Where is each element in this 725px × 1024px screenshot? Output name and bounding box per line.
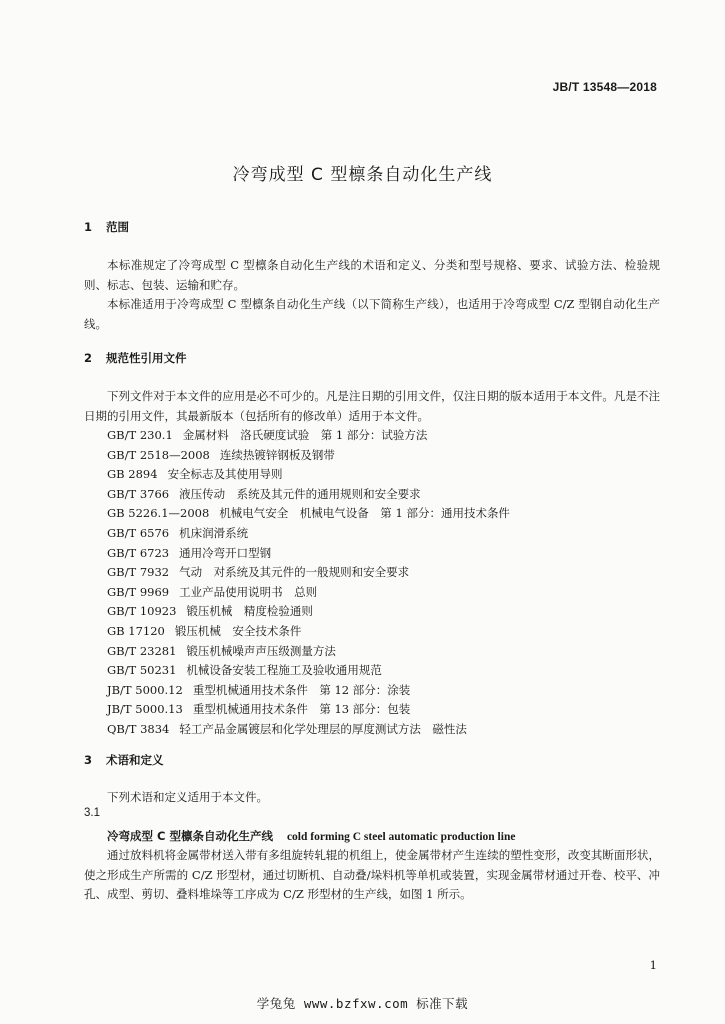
reference-item xyxy=(107,720,510,740)
reference-code: GB/T 6576 xyxy=(107,525,170,540)
reference-code: JB/T 5000.12 xyxy=(107,682,183,697)
terms-intro xyxy=(84,788,660,808)
reference-item xyxy=(107,583,510,603)
reference-title: 轻工产品金属镀层和化学处理层的厚度测试方法 磁性法 xyxy=(179,721,467,736)
section-number: 3 xyxy=(84,753,93,767)
term-english: cold forming C steel automatic production line xyxy=(286,831,516,843)
reference-item xyxy=(107,681,510,701)
reference-code: GB 5226.1—2008 xyxy=(107,506,210,521)
reference-code: GB/T 7932 xyxy=(107,565,170,580)
section-number: 1 xyxy=(84,220,93,234)
reference-code: GB/T 2518—2008 xyxy=(107,447,210,462)
page-number: 1 xyxy=(649,958,657,972)
reference-code: GB 2894 xyxy=(107,467,158,482)
term-chinese: 冷弯成型 C 型檩条自动化生产线 xyxy=(107,829,273,843)
reference-title: 锻压机械 安全技术条件 xyxy=(174,623,302,638)
reference-item xyxy=(107,485,510,505)
reference-title: 重型机械通用技术条件 第 12 部分：涂装 xyxy=(192,682,411,697)
reference-title: 机床润滑系统 xyxy=(179,525,249,540)
reference-code: GB/T 10923 xyxy=(107,604,177,619)
reference-code: GB/T 6723 xyxy=(107,545,170,560)
reference-title: 通用冷弯开口型钢 xyxy=(179,545,272,560)
terms-intro-paragraph: 下列术语和定义适用于本文件。 xyxy=(107,790,268,804)
site-footer-watermark: 学兔兔 www.bzfxw.com 标准下载 xyxy=(256,996,469,1011)
reference-code: GB/T 230.1 xyxy=(107,428,173,442)
reference-item xyxy=(107,544,510,564)
reference-code: GB/T 3766 xyxy=(107,486,170,501)
reference-title: 连续热镀锌钢板及钢带 xyxy=(219,447,335,462)
reference-title: 金属材料 洛氏硬度试验 第 1 部分：试验方法 xyxy=(182,428,428,442)
reference-list xyxy=(107,426,510,740)
reference-item xyxy=(107,504,510,524)
reference-item xyxy=(107,524,510,544)
reference-title: 气动 对系统及其元件的一般规则和安全要求 xyxy=(179,565,410,580)
reference-title: 锻压机械噪声声压级测量方法 xyxy=(186,643,336,658)
reference-code: GB/T 23281 xyxy=(107,643,177,658)
section-3-heading xyxy=(84,752,164,768)
reference-code: JB/T 5000.13 xyxy=(107,702,183,717)
reference-code: QB/T 3834 xyxy=(107,721,170,736)
reference-item xyxy=(107,563,510,583)
reference-item xyxy=(107,465,510,485)
reference-title: 锻压机械 精度检验通则 xyxy=(186,604,313,619)
scope-paragraph-1: 本标准规定了冷弯成型 C 型檩条自动化生产线的术语和定义、分类和型号规格、要求、试验方法、检验规则、标志、包装、运输和贮存。 xyxy=(84,258,660,292)
reference-code: GB 17120 xyxy=(107,623,165,638)
reference-title: 安全标志及其使用导则 xyxy=(167,467,283,482)
reference-title: 液压传动 系统及其元件的通用规则和安全要求 xyxy=(179,486,421,501)
normative-intro xyxy=(84,387,660,426)
section-2-heading xyxy=(84,350,187,366)
reference-title: 机械电气安全 机械电气设备 第 1 部分：通用技术条件 xyxy=(219,506,510,521)
reference-item xyxy=(107,446,510,466)
term-definition-paragraph: 通过放料机将金属带材送入带有多组旋转轧辊的机组上，使金属带材产生连续的塑性变形，改变其断面形状，使之形成生产所需的 C/Z 形型材，通过切断机、自动叠/垛料机等单机或装置，实现金属带材通过开卷、校平、冲孔、成型、剪切、叠料堆垛等工序成为 C/Z 形型材的生产线，如图 1 所示。 xyxy=(84,848,660,901)
reference-item xyxy=(107,642,510,662)
section-number: 2 xyxy=(84,351,93,365)
reference-item xyxy=(107,602,510,622)
normative-intro-paragraph: 下列文件对于本文件的应用是必不可少的。凡是注日期的引用文件，仅注日期的版本适用于本文件。凡是不注日期的引用文件，其最新版本（包括所有的修改单）适用于本文件。 xyxy=(84,389,660,423)
term-number: 3.1 xyxy=(84,807,100,819)
reference-code: GB/T 9969 xyxy=(107,584,170,599)
reference-title: 工业产品使用说明书 总则 xyxy=(179,584,318,599)
reference-code: GB/T 50231 xyxy=(107,663,177,678)
section-title: 术语和定义 xyxy=(106,753,164,767)
reference-title: 重型机械通用技术条件 第 13 部分：包装 xyxy=(192,702,411,717)
reference-item xyxy=(107,622,510,642)
section-1-heading xyxy=(84,219,129,235)
reference-item xyxy=(107,661,510,681)
reference-item xyxy=(107,700,510,720)
reference-item xyxy=(107,426,510,446)
section-title: 范围 xyxy=(106,220,129,234)
scope-text xyxy=(84,256,660,334)
term-definition xyxy=(84,846,660,905)
document-title: 冷弯成型 C 型檩条自动化生产线 xyxy=(232,165,493,185)
standard-code: JB/T 13548—2018 xyxy=(552,80,657,94)
term-entry xyxy=(107,828,515,844)
scope-paragraph-2: 本标准适用于冷弯成型 C 型檩条自动化生产线（以下简称生产线），也适用于冷弯成型 C/Z 型钢自动化生产线。 xyxy=(84,297,660,331)
reference-title: 机械设备安装工程施工及验收通用规范 xyxy=(186,663,382,678)
section-title: 规范性引用文件 xyxy=(106,351,187,365)
